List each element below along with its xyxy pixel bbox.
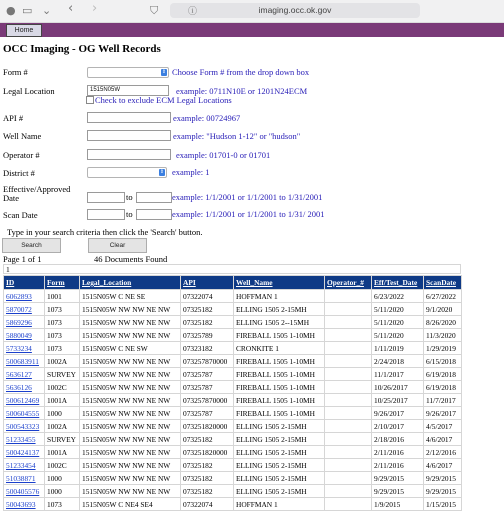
forward-icon[interactable]: › <box>92 1 98 16</box>
table-cell: 5/11/2020 <box>372 316 424 329</box>
table-row <box>4 316 462 329</box>
table-cell: 1000 <box>45 407 80 420</box>
table-cell: 10/25/2017 <box>372 394 424 407</box>
table-cell: 4/6/2017 <box>424 459 462 472</box>
table-row <box>4 485 462 498</box>
document-count: 46 Documents Found <box>94 254 168 264</box>
eff-date-label: Effective/Approved <box>3 184 71 194</box>
table-cell: FIREBALL 1505 1-10MH <box>234 394 325 407</box>
chevron-down-icon[interactable]: ⌄ <box>42 4 52 17</box>
table-cell <box>325 303 372 316</box>
table-cell: 1515N05W NW NW NE NW <box>80 355 181 368</box>
table-cell: 1073 <box>45 329 80 342</box>
table-cell: FIREBALL 1505 1-10MH <box>234 407 325 420</box>
table-cell: 1001A <box>45 394 80 407</box>
table-cell: 07325182 <box>181 303 234 316</box>
table-cell: ELLING 1505 2-15MH <box>234 459 325 472</box>
table-cell: 2/12/2016 <box>424 446 462 459</box>
table-row <box>4 329 462 342</box>
well-name-input[interactable] <box>87 130 171 141</box>
column-header[interactable]: ID <box>4 276 45 290</box>
document-id-link[interactable]: 5636126 <box>4 381 45 394</box>
table-cell: 11/1/2017 <box>372 368 424 381</box>
table-cell: 9/1/2020 <box>424 303 462 316</box>
document-id-link[interactable]: 5733234 <box>4 342 45 355</box>
table-cell <box>325 459 372 472</box>
table-cell: 10/26/2017 <box>372 381 424 394</box>
legal-location-example: example: 0711N10E or 1201N24ECM <box>176 86 308 96</box>
legal-location-input[interactable]: 1515N05W <box>87 85 169 96</box>
operator-input[interactable] <box>87 149 171 160</box>
dropdown-arrow-icon: ⇕ <box>159 169 165 175</box>
table-cell: HOFFMAN 1 <box>234 290 325 303</box>
table-cell <box>325 420 372 433</box>
eff-date-from-input[interactable] <box>87 192 125 203</box>
table-cell: 5/11/2020 <box>372 329 424 342</box>
table-cell <box>325 407 372 420</box>
site-info-icon[interactable]: ⓘ <box>188 7 198 17</box>
table-cell: 6/15/2018 <box>424 355 462 368</box>
table-cell: 9/26/2017 <box>372 407 424 420</box>
table-cell: 1515N05W NW NW NE NW <box>80 394 181 407</box>
table-row <box>4 407 462 420</box>
operator-example: example: 01701-0 or 01701 <box>176 150 271 160</box>
column-header[interactable]: Legal_Location <box>80 276 181 290</box>
form-number-select[interactable] <box>87 67 169 78</box>
table-cell: 07325182 <box>181 433 234 446</box>
table-cell: 1515N05W NW NW NE NW <box>80 303 181 316</box>
legal-location-label: Legal Location <box>3 86 55 96</box>
table-cell: 1/15/2015 <box>424 498 462 511</box>
page-info: Page 1 of 1 <box>3 254 42 264</box>
document-id-link[interactable]: 51038871 <box>4 472 45 485</box>
table-cell: ELLING 1505 2-15MH <box>234 420 325 433</box>
table-cell: 07325182 <box>181 459 234 472</box>
document-id-link[interactable]: 500405576 <box>4 485 45 498</box>
document-id-link[interactable]: 5870072 <box>4 303 45 316</box>
table-cell: 1515N05W NW NW NE NW <box>80 329 181 342</box>
table-cell: 6/23/2022 <box>372 290 424 303</box>
table-cell: 4/6/2017 <box>424 433 462 446</box>
table-cell: 9/29/2015 <box>424 472 462 485</box>
table-row <box>4 303 462 316</box>
document-id-link[interactable]: 51233455 <box>4 433 45 446</box>
api-example: example: 00724967 <box>173 113 241 123</box>
table-cell: 1000 <box>45 485 80 498</box>
scan-date-label: Scan Date <box>3 210 38 220</box>
api-input[interactable] <box>87 112 171 123</box>
table-cell: 1515N05W NW NW NE NW <box>80 368 181 381</box>
dropdown-arrow-icon: ⇕ <box>161 69 167 75</box>
table-cell: 2/24/2018 <box>372 355 424 368</box>
document-id-link[interactable]: 500543323 <box>4 420 45 433</box>
home-button[interactable]: Home <box>6 24 42 37</box>
table-cell: 6/19/2018 <box>424 368 462 381</box>
results-table <box>3 275 462 511</box>
table-cell: 07325787 <box>181 381 234 394</box>
table-cell: 1073 <box>45 498 80 511</box>
table-cell: ELLING 1505 2-15MH <box>234 472 325 485</box>
table-cell <box>325 394 372 407</box>
table-body <box>4 290 462 511</box>
district-select[interactable] <box>87 167 167 178</box>
table-cell: 07325182 <box>181 485 234 498</box>
table-cell: 07325182 <box>181 472 234 485</box>
table-cell: 9/26/2017 <box>424 407 462 420</box>
document-id-link[interactable]: 5636127 <box>4 368 45 381</box>
well-name-label: Well Name <box>3 131 42 141</box>
table-cell: 1515N05W NW NW NE NW <box>80 381 181 394</box>
table-cell: 073257870000 <box>181 355 234 368</box>
table-cell: 07322074 <box>181 498 234 511</box>
table-cell: 9/29/2015 <box>372 472 424 485</box>
table-cell: 1001A <box>45 446 80 459</box>
page-title: OCC Imaging - OG Well Records <box>3 43 161 55</box>
table-cell: FIREBALL 1505 1-10MH <box>234 381 325 394</box>
table-cell: 07325182 <box>181 316 234 329</box>
table-cell: 2/18/2016 <box>372 433 424 446</box>
document-id-link[interactable]: 500424137 <box>4 446 45 459</box>
table-cell <box>325 355 372 368</box>
document-id-link[interactable]: 6062893 <box>4 290 45 303</box>
table-row <box>4 433 462 446</box>
table-cell: 1073 <box>45 342 80 355</box>
table-cell: 11/3/2020 <box>424 329 462 342</box>
table-cell: FIREBALL 1505 1-10MH <box>234 329 325 342</box>
table-row <box>4 381 462 394</box>
column-header[interactable]: Well_Name <box>234 276 325 290</box>
header-bar <box>0 23 504 37</box>
table-cell: 073251820000 <box>181 446 234 459</box>
table-cell: SURVEY <box>45 433 80 446</box>
address-url: imaging.occ.ok.gov <box>258 5 332 15</box>
table-cell: 1001 <box>45 290 80 303</box>
form-number-example: Choose Form # from the drop down box <box>172 67 310 77</box>
column-header[interactable]: API <box>181 276 234 290</box>
table-cell: 1515N05W NW NW NE NW <box>80 485 181 498</box>
table-cell: 1515N05W NW NW NE NW <box>80 316 181 329</box>
table-cell: 9/29/2015 <box>424 485 462 498</box>
table-cell: 1002A <box>45 420 80 433</box>
table-cell: 07323182 <box>181 342 234 355</box>
document-id-link[interactable]: 5869296 <box>4 316 45 329</box>
document-id-link[interactable]: 51233454 <box>4 459 45 472</box>
table-cell <box>325 329 372 342</box>
table-row <box>4 472 462 485</box>
table-cell: 2/10/2017 <box>372 420 424 433</box>
form-number-label: Form # <box>3 67 28 77</box>
eff-date-example: example: 1/1/2001 or 1/1/2001 to 1/31/2001 <box>172 192 323 202</box>
table-cell: 07325789 <box>181 329 234 342</box>
table-cell: 1/29/2019 <box>424 342 462 355</box>
eff-date-to-label: to <box>126 192 133 202</box>
column-header[interactable]: Eff/Test_Date <box>372 276 424 290</box>
table-cell: 1073 <box>45 316 80 329</box>
table-cell: ELLING 1505 2-15MH <box>234 485 325 498</box>
scan-date-example: example: 1/1/2001 or 1/1/2001 to 1/31/ 2001 <box>172 209 325 219</box>
table-cell: 1/11/2019 <box>372 342 424 355</box>
table-row <box>4 342 462 355</box>
table-cell <box>325 472 372 485</box>
sidebar-toggle-icon[interactable]: ▭ <box>22 4 33 17</box>
exclude-ecm-checkbox[interactable] <box>86 96 94 104</box>
table-cell: 9/29/2015 <box>372 485 424 498</box>
clear-button[interactable]: Clear <box>88 238 147 253</box>
table-cell: FIREBALL 1505 1-10MH <box>234 368 325 381</box>
document-id-link[interactable]: 500683911 <box>4 355 45 368</box>
table-cell: 6/27/2022 <box>424 290 462 303</box>
table-cell: SURVEY <box>45 368 80 381</box>
exclude-ecm-label: Check to exclude ECM Legal Locations <box>95 95 232 105</box>
table-cell: 4/5/2017 <box>424 420 462 433</box>
table-cell: 11/7/2017 <box>424 394 462 407</box>
back-icon[interactable]: ‹ <box>68 1 74 16</box>
eff-date-label-2: Date <box>3 193 20 203</box>
table-cell: 2/11/2016 <box>372 459 424 472</box>
pagination <box>3 264 461 274</box>
table-cell <box>325 342 372 355</box>
table-row <box>4 368 462 381</box>
table-cell <box>325 381 372 394</box>
table-cell <box>325 433 372 446</box>
district-example: example: 1 <box>172 167 210 177</box>
table-cell: 1000 <box>45 472 80 485</box>
table-cell: CRONKITE 1 <box>234 342 325 355</box>
table-cell: 073257870000 <box>181 394 234 407</box>
well-name-example: example: "Hudson 1-12" or "hudson" <box>173 131 301 141</box>
browser-toolbar <box>0 0 504 23</box>
table-row <box>4 420 462 433</box>
table-cell: 1002C <box>45 459 80 472</box>
table-header-row <box>4 276 462 290</box>
column-header[interactable]: ScanDate <box>424 276 462 290</box>
table-cell: 5/11/2020 <box>372 303 424 316</box>
table-cell: ELLING 1505 2-15MH <box>234 303 325 316</box>
table-cell: 07325787 <box>181 368 234 381</box>
table-cell <box>325 498 372 511</box>
scan-date-to-label: to <box>126 209 133 219</box>
table-cell: ELLING 1505 2--15MH <box>234 316 325 329</box>
table-cell: 2/11/2016 <box>372 446 424 459</box>
table-cell: 1515N05W NW NW NE NW <box>80 472 181 485</box>
document-id-link[interactable]: 500604555 <box>4 407 45 420</box>
table-cell: 07322074 <box>181 290 234 303</box>
table-cell: ELLING 1505 2-15MH <box>234 446 325 459</box>
table-row <box>4 290 462 303</box>
address-bar[interactable] <box>170 3 420 18</box>
table-cell <box>325 368 372 381</box>
document-id-link[interactable]: 500612469 <box>4 394 45 407</box>
table-cell: HOFFMAN 1 <box>234 498 325 511</box>
instructions-text: Type in your search criteria then click the 'Search' button. <box>7 227 203 237</box>
table-cell: 1515N05W C NE4 SE4 <box>80 498 181 511</box>
table-cell: 8/26/2020 <box>424 316 462 329</box>
table-cell: 07325787 <box>181 407 234 420</box>
table-cell <box>325 485 372 498</box>
table-row <box>4 355 462 368</box>
table-cell: 073251820000 <box>181 420 234 433</box>
table-row <box>4 394 462 407</box>
table-cell: 1002C <box>45 381 80 394</box>
table-row <box>4 459 462 472</box>
table-cell: 1515N05W NW NW NE NW <box>80 459 181 472</box>
operator-label: Operator # <box>3 150 40 160</box>
page-link[interactable]: 1 <box>6 265 10 274</box>
scan-date-to-input[interactable] <box>136 209 172 220</box>
table-row <box>4 498 462 511</box>
table-cell <box>325 446 372 459</box>
table-cell: 1515N05W NW NW NE NW <box>80 446 181 459</box>
table-cell: FIREBALL 1505 1-10MH <box>234 355 325 368</box>
table-cell: 1515N05W NW NW NE NW <box>80 420 181 433</box>
window-controls-icon[interactable]: ● <box>6 4 16 17</box>
table-cell: 6/19/2018 <box>424 381 462 394</box>
eff-date-to-input[interactable] <box>136 192 172 203</box>
column-header[interactable]: Operator_# <box>325 276 372 290</box>
search-button[interactable]: Search <box>2 238 61 253</box>
table-cell: 1/9/2015 <box>372 498 424 511</box>
district-label: District # <box>3 168 35 178</box>
table-cell: 1515N05W C NE SW <box>80 342 181 355</box>
table-cell: 1002A <box>45 355 80 368</box>
table-cell: 1515N05W NW NW NE NW <box>80 407 181 420</box>
table-row <box>4 446 462 459</box>
scan-date-from-input[interactable] <box>87 209 125 220</box>
column-header[interactable]: Form <box>45 276 80 290</box>
table-cell <box>325 316 372 329</box>
table-cell <box>325 290 372 303</box>
table-cell: 1515N05W NW NW NE NW <box>80 433 181 446</box>
document-id-link[interactable]: 5880049 <box>4 329 45 342</box>
table-cell: 1073 <box>45 303 80 316</box>
api-label: API # <box>3 113 24 123</box>
shield-icon[interactable]: ⛉ <box>150 4 159 17</box>
table-cell: 1515N05W C NE SE <box>80 290 181 303</box>
document-id-link[interactable]: 50043693 <box>4 498 45 511</box>
table-cell: ELLING 1505 2-15MH <box>234 433 325 446</box>
